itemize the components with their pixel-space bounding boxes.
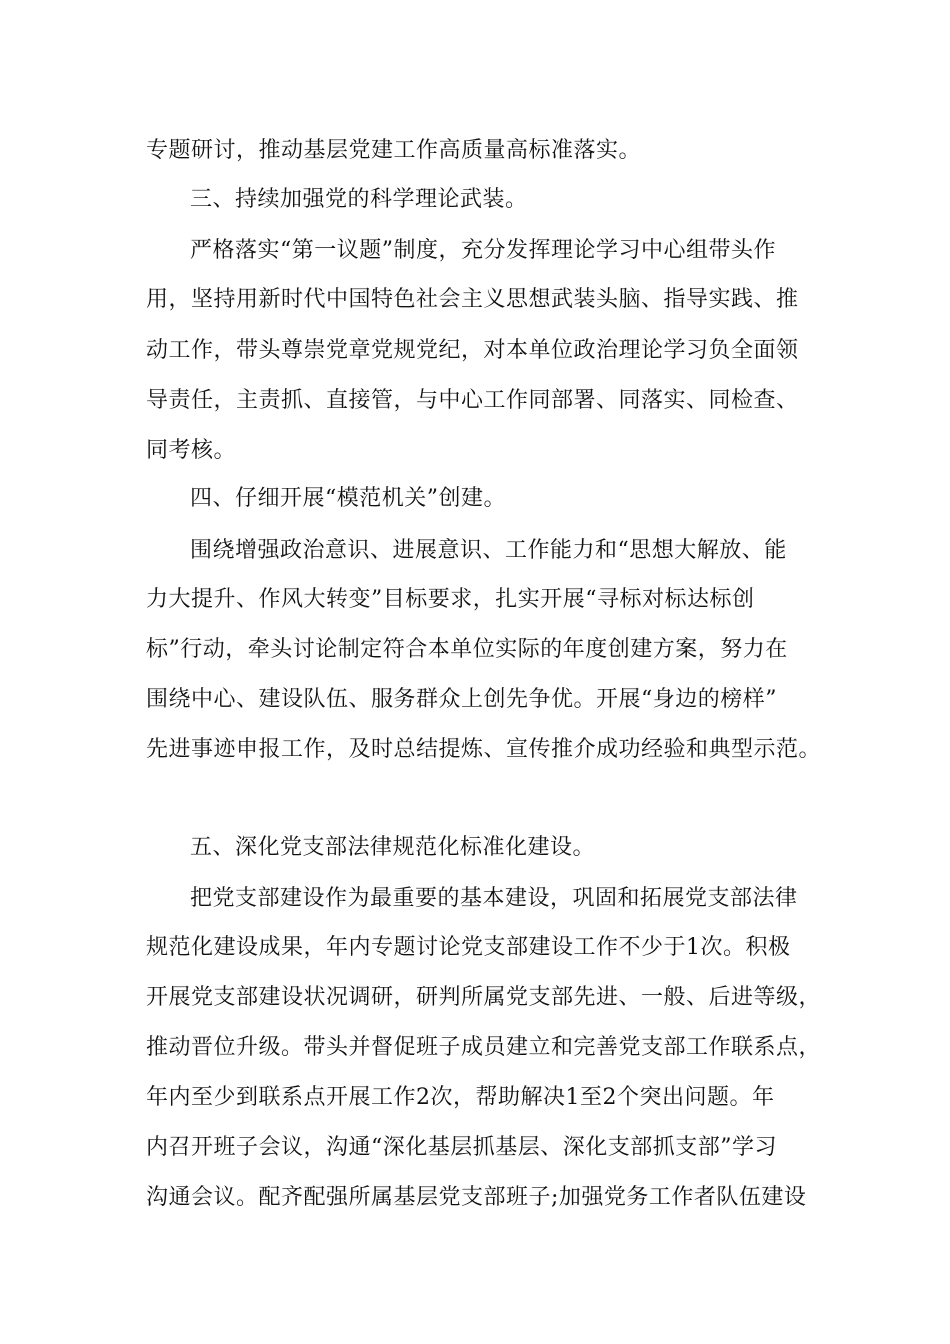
text-line: 把党支部建设作为最重要的基本建设，巩固和拓展党支部法律 — [190, 886, 798, 911]
text-line: 用，坚持用新时代中国特色社会主义思想武装头脑、指导实践、推 — [146, 287, 799, 312]
text-line: 内召开班子会议，沟通“深化基层抓基层、深化支部抓支部”学习 — [146, 1135, 777, 1160]
text-line: 先进事迹申报工作，及时总结提炼、宣传推介成功经验和典型示范。 — [146, 737, 822, 762]
text-line: 标”行动，牵头讨论制定符合本单位实际的年度创建方案，努力在 — [146, 637, 788, 662]
text-line: 年内至少到联系点开展工作2次，帮助解决1至2个突出问题。年 — [146, 1085, 775, 1110]
section-heading-5: 五、深化党支部法律规范化标准化建设。 — [190, 835, 596, 860]
text-line: 严格落实“第一议题”制度，充分发挥理论学习中心组带头作 — [190, 238, 776, 263]
section-heading-4: 四、仔细开展“模范机关”创建。 — [190, 486, 506, 511]
text-line: 围绕增强政治意识、进展意识、工作能力和“思想大解放、能 — [190, 538, 787, 563]
text-line: 专题研讨，推动基层党建工作高质量高标准落实。 — [146, 138, 642, 163]
text-line: 围绕中心、建设队伍、服务群众上创先争优。开展“身边的榜样” — [146, 687, 777, 712]
text-line: 导责任，主责抓、直接管，与中心工作同部署、同落实、同检查、 — [146, 388, 799, 413]
text-line: 力大提升、作风大转变”目标要求，扎实开展“寻标对标达标创 — [146, 587, 755, 612]
text-line: 推动晋位升级。带头并督促班子成员建立和完善党支部工作联系点， — [146, 1035, 822, 1060]
text-line: 沟通会议。配齐配强所属基层党支部班子;加强党务工作者队伍建设 — [146, 1185, 807, 1210]
text-line: 开展党支部建设状况调研，研判所属党支部先进、一般、后进等级， — [146, 985, 822, 1010]
text-line: 同考核。 — [146, 438, 237, 463]
text-line: 动工作，带头尊崇党章党规党纪，对本单位政治理论学习负全面领 — [146, 338, 799, 363]
text-line: 规范化建设成果，年内专题讨论党支部建设工作不少于1次。积极 — [146, 935, 791, 960]
section-heading-3: 三、持续加强党的科学理论武装。 — [190, 187, 528, 212]
